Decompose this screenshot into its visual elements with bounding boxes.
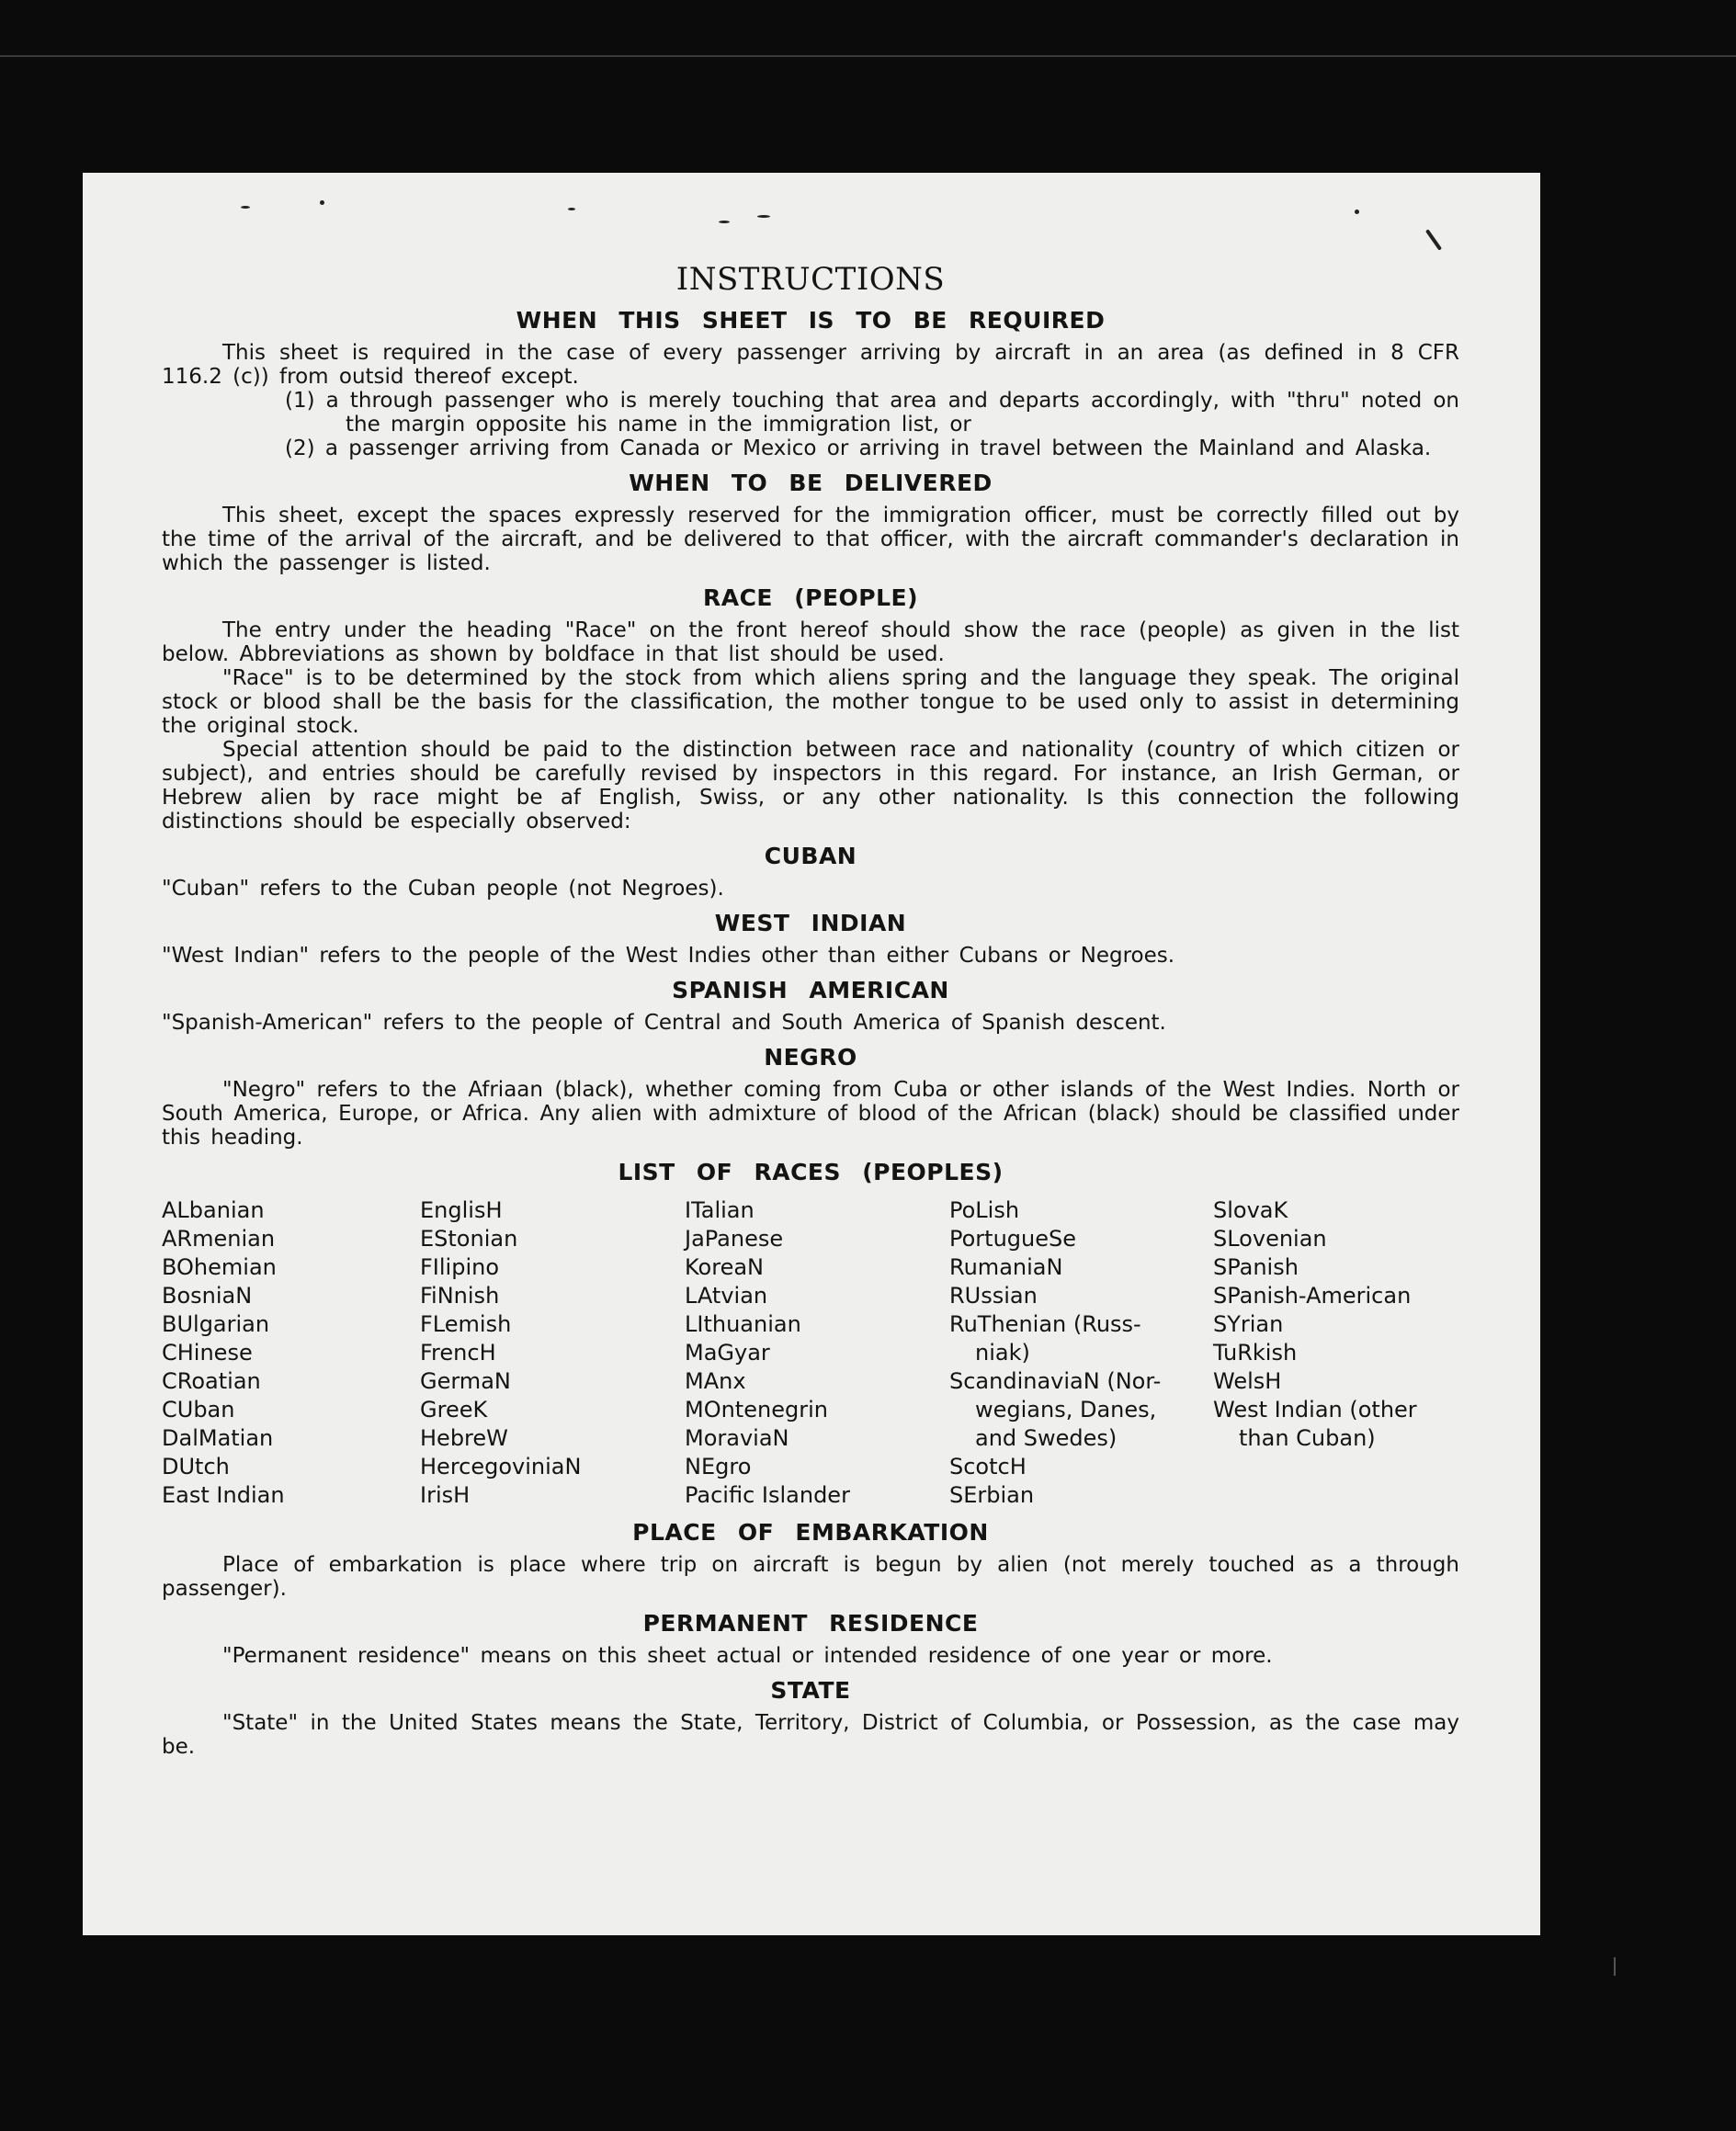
race-entry: EnglisH [420, 1197, 503, 1223]
race-entry: HebreW [420, 1425, 508, 1451]
race-entry-continuation: niak) [975, 1340, 1030, 1366]
section-heading-state: STATE [770, 1677, 851, 1704]
race-entry: FrencH [420, 1340, 496, 1366]
race-entry: SlovaK [1213, 1197, 1288, 1223]
race-entry: TuRkish [1213, 1340, 1298, 1366]
race-entry: PoLish [949, 1197, 1020, 1223]
paragraph: "State" in the United States means the State, Territory, District of Columbia, or Possession, as the case may be. [162, 1711, 1459, 1759]
section-heading-embarkation: PLACE OF EMBARKATION [632, 1519, 989, 1546]
section-heading-permanent-residence: PERMANENT RESIDENCE [642, 1610, 979, 1637]
race-entry: SYrian [1213, 1311, 1284, 1337]
race-entry: SErbian [949, 1482, 1035, 1508]
paragraph: "Permanent residence" means on this sheet actual or intended residence of one year or more. [222, 1644, 1273, 1668]
race-entry: JaPanese [685, 1226, 784, 1252]
race-entry: HercegoviniaN [420, 1454, 582, 1479]
race-entry: RumaniaN [949, 1254, 1063, 1280]
race-entry: SPanish [1213, 1254, 1299, 1280]
list-item: (2) a passenger arriving from Canada or Mexico or arriving in travel between the Mainland and Alaska. [285, 436, 1432, 460]
race-entry: IrisH [420, 1482, 471, 1508]
scan-edge-mark [1614, 1957, 1616, 1976]
paper-speck [719, 221, 730, 223]
race-entry: East Indian [162, 1482, 285, 1508]
section-heading-when-required: WHEN THIS SHEET IS TO BE REQUIRED [516, 307, 1106, 334]
race-entry: RuThenian (Russ- [949, 1311, 1141, 1337]
race-entry: BosniaN [162, 1283, 253, 1309]
race-entry: SLovenian [1213, 1226, 1327, 1252]
race-entry: CUban [162, 1397, 235, 1423]
paper-speck [568, 208, 575, 210]
race-entry: BUlgarian [162, 1311, 270, 1337]
section-heading-negro: NEGRO [764, 1044, 857, 1071]
race-entry: DUtch [162, 1454, 230, 1479]
race-entry: EStonian [420, 1226, 518, 1252]
paragraph: "Race" is to be determined by the stock from which aliens spring and the language they speak. The original stock or blood shall be the basis for the classification, the mother tongue to be used only to assist in determining the original stock. [162, 666, 1459, 738]
race-entry: LIthuanian [685, 1311, 801, 1337]
race-entry-continuation: than Cuban) [1239, 1425, 1376, 1451]
race-entry: MAnx [685, 1368, 746, 1394]
section-heading-list-of-races: LIST OF RACES (PEOPLES) [618, 1159, 1004, 1185]
instruction-sheet [83, 173, 1540, 1935]
paragraph: "West Indian" refers to the people of the West Indies other than either Cubans or Negroes. [162, 944, 1175, 968]
race-entry: PortugueSe [949, 1226, 1076, 1252]
race-entry: GermaN [420, 1368, 511, 1394]
race-entry: NEgro [685, 1454, 752, 1479]
paragraph: "Negro" refers to the Afriaan (black), whether coming from Cuba or other islands of the West Indies. North or South America, Europe, or Africa. Any alien with admixture of blood of the African (black) should be classified under this heading. [162, 1078, 1459, 1150]
race-entry: MOntenegrin [685, 1397, 828, 1423]
scan-edge-line [0, 55, 1736, 57]
race-entry: ITalian [685, 1197, 755, 1223]
paragraph: Special attention should be paid to the distinction between race and nationality (country of which citizen or subject), and entries should be carefully revised by inspectors in this regard. For instance, an Irish German, or Hebrew alien by race might be af English, Swiss, or any other nationality. Is this connection the following distinctions should be especially observed: [162, 738, 1459, 833]
paper-speck [757, 215, 770, 218]
race-entry: CHinese [162, 1340, 253, 1366]
section-heading-race: RACE (PEOPLE) [702, 584, 919, 611]
race-entry: ScotcH [949, 1454, 1027, 1479]
paragraph: This sheet, except the spaces expressly reserved for the immigration officer, must be correctly filled out by the time of the arrival of the aircraft, and be delivered to that officer, with the aircraft commander's declaration in which the passenger is listed. [162, 504, 1459, 575]
race-entry: ARmenian [162, 1226, 276, 1252]
paper-speck [1355, 210, 1359, 214]
race-entry: BOhemian [162, 1254, 277, 1280]
list-item: (1) a through passenger who is merely touching that area and departs accordingly, with "thru" noted on the margin opposite his name in the immigration list, or [285, 389, 1459, 436]
race-entry: LAtvian [685, 1283, 768, 1309]
race-entry: SPanish-American [1213, 1283, 1412, 1309]
section-heading-west-indian: WEST INDIAN [714, 910, 907, 936]
race-entry: MoraviaN [685, 1425, 789, 1451]
races-column [685, 1196, 949, 1510]
paper-speck [241, 206, 250, 209]
section-heading-spanish-american: SPANISH AMERICAN [672, 977, 949, 1003]
races-column [420, 1196, 685, 1510]
race-entry-continuation: wegians, Danes, [975, 1397, 1157, 1423]
paragraph: "Spanish-American" refers to the people of Central and South America of Spanish descent. [162, 1011, 1166, 1035]
race-entry: ScandinaviaN (Nor- [949, 1368, 1162, 1394]
races-column [1213, 1196, 1452, 1510]
paragraph: Place of embarkation is place where trip on aircraft is begun by alien (not merely touched as a through passenger). [162, 1553, 1459, 1601]
race-entry-continuation: and Swedes) [975, 1425, 1118, 1451]
paper-speck [1425, 229, 1442, 251]
race-entry: KoreaN [685, 1254, 764, 1280]
races-list [162, 1196, 1459, 1510]
race-entry: FiNnish [420, 1283, 500, 1309]
race-entry: ALbanian [162, 1197, 265, 1223]
race-entry: WelsH [1213, 1368, 1282, 1394]
races-column [949, 1196, 1213, 1510]
paper-speck [320, 200, 324, 205]
paragraph: The entry under the heading "Race" on the front hereof should show the race (people) as given in the list below. Abbreviations as shown by boldface in that list should be used. [162, 618, 1459, 666]
race-entry: DalMatian [162, 1425, 274, 1451]
section-heading-cuban: CUBAN [764, 843, 857, 869]
race-entry: FLemish [420, 1311, 512, 1337]
page-title: INSTRUCTIONS [675, 261, 946, 298]
race-entry: CRoatian [162, 1368, 261, 1394]
paragraph: This sheet is required in the case of every passenger arriving by aircraft in an area (as defined in 8 CFR 116.2 (c)) from outsid thereof except. [162, 341, 1459, 389]
section-heading-when-delivered: WHEN TO BE DELIVERED [629, 470, 993, 496]
race-entry: RUssian [949, 1283, 1038, 1309]
race-entry: MaGyar [685, 1340, 770, 1366]
paragraph: "Cuban" refers to the Cuban people (not Negroes). [162, 877, 724, 901]
race-entry: FIlipino [420, 1254, 500, 1280]
race-entry: West Indian (other [1213, 1397, 1417, 1423]
race-entry: GreeK [420, 1397, 488, 1423]
races-column [162, 1196, 420, 1510]
race-entry: Pacific Islander [685, 1482, 850, 1508]
